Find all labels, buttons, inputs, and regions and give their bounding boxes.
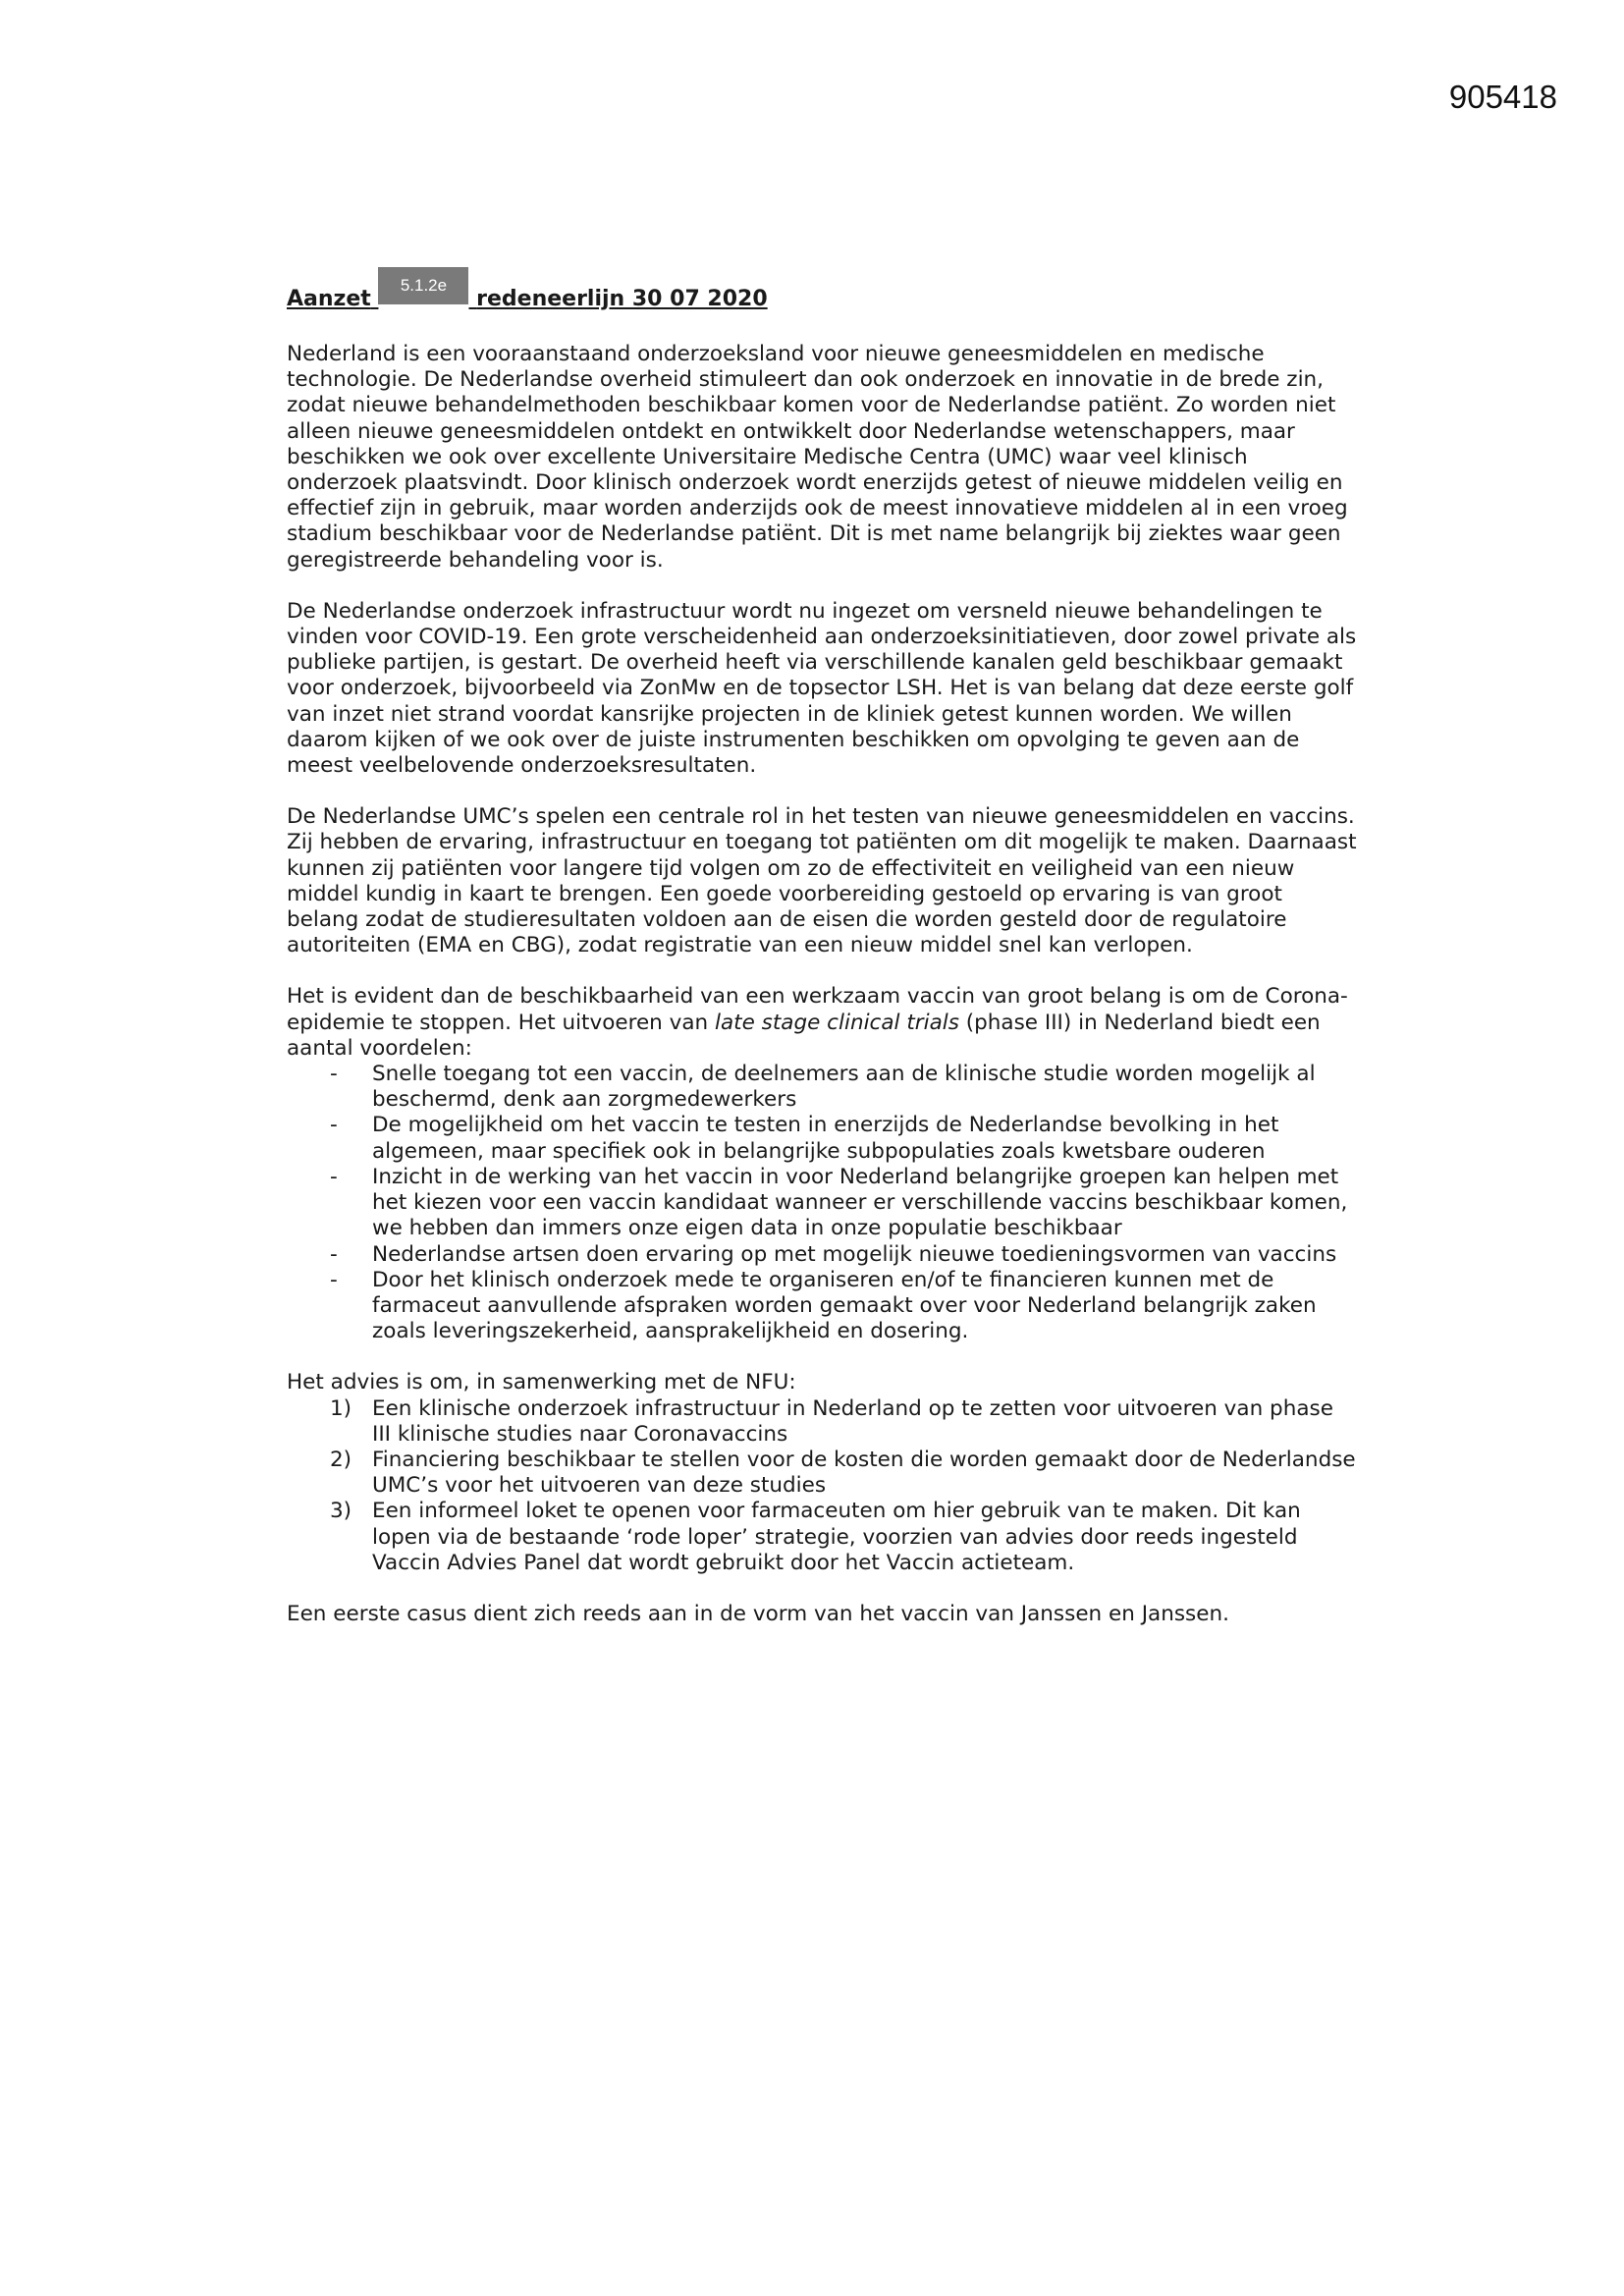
list-item bbox=[287, 1396, 1357, 1448]
advantages-list bbox=[287, 1062, 1357, 1344]
list-item bbox=[287, 1242, 1357, 1268]
vaccine-text-part1: Het is evident dan de beschikbaarheid van een werkzaam vaccin van groot belang is om de Corona-epidemie te stoppen. Het uitvoeren van bbox=[287, 984, 1348, 1035]
list-item-text: Snelle toegang tot een vaccin, de deelnemers aan de klinische studie worden mogelijk al beschermd, denk aan zorgmedewerkers bbox=[372, 1062, 1316, 1113]
number-marker: 2) bbox=[330, 1447, 352, 1472]
list-item-text: Nederlandse artsen doen ervaring op met mogelijk nieuwe toedieningsvormen van vaccins bbox=[372, 1241, 1337, 1267]
list-item bbox=[287, 1113, 1357, 1164]
list-item-text: Door het klinisch onderzoek mede te organiseren en/of te financieren kunnen met de farmaceut aanvullende afspraken worden gemaakt over voor Nederland belangrijk zaken zoals leveringszekerheid, aansprakelijkheid en dosering. bbox=[372, 1267, 1317, 1344]
document-title bbox=[287, 277, 1357, 314]
title-prefix: Aanzet bbox=[287, 287, 371, 311]
list-item bbox=[287, 1499, 1357, 1576]
dash-marker: - bbox=[330, 1062, 338, 1087]
dash-marker: - bbox=[330, 1241, 338, 1267]
list-item bbox=[287, 1268, 1357, 1345]
redaction-box: 5.1.2e bbox=[378, 267, 468, 304]
number-marker: 1) bbox=[330, 1395, 352, 1421]
list-item-text: Inzicht in de werking van het vaccin in voor Nederland belangrijke groepen kan helpen met het kiezen voor een vaccin kandidaat wanneer er verschillende vaccins beschikbaar komen, we hebben dan immers onze eigen data in onze populatie beschikbaar bbox=[372, 1164, 1348, 1241]
dash-marker: - bbox=[330, 1164, 338, 1189]
list-item-text: Een informeel loket te openen voor farmaceuten om hier gebruik van te maken. Dit kan lopen via de bestaande ‘rode loper’ strategie, voorzien van advies door reeds ingesteld Vaccin Advies Panel dat wordt gebruikt door het Vaccin actieteam. bbox=[372, 1499, 1301, 1575]
list-item-text: Een klinische onderzoek infrastructuur in Nederland op te zetten voor uitvoeren van phase III klinische studies naar Coronavaccins bbox=[372, 1395, 1333, 1447]
list-item bbox=[287, 1062, 1357, 1113]
closing-paragraph: Een eerste casus dient zich reeds aan in de vorm van het vaccin van Janssen en Janssen. bbox=[287, 1601, 1229, 1626]
list-item bbox=[287, 1448, 1357, 1499]
dash-marker: - bbox=[330, 1267, 338, 1292]
advice-list bbox=[287, 1396, 1357, 1576]
list-item-text: De mogelijkheid om het vaccin te testen in enerzijds de Nederlandse bevolking in het algemeen, maar specifiek ook in belangrijke subpopulaties zoals kwetsbare ouderen bbox=[372, 1113, 1279, 1164]
paragraph-infrastructure: De Nederlandse onderzoek infrastructuur wordt nu ingezet om versneld nieuwe behandelingen te vinden voor COVID-19. Een grote verscheidenheid aan onderzoeksinitiatieven, door zowel private als publieke partijen, is gestart. De overheid heeft via verschillende kanalen geld beschikbaar gemaakt voor onderzoek, bijvoorbeeld via ZonMw en de topsector LSH. Het is van belang dat deze eerste golf van inzet niet strand voordat kansrijke projecten in de kliniek getest kunnen worden. We willen daarom kijken of we ook over de juiste instrumenten beschikken om opvolging te geven aan de meest veelbelovende onderzoeksresultaten. bbox=[287, 598, 1357, 779]
document-number: 905418 bbox=[1448, 79, 1557, 115]
paragraph-intro: Nederland is een vooraanstaand onderzoeksland voor nieuwe geneesmiddelen en medische technologie. De Nederlandse overheid stimuleert dan ook onderzoek en innovatie in de brede zin, zodat nieuwe behandelmethoden beschikbaar komen voor de Nederlandse patiënt. Zo worden niet alleen nieuwe geneesmiddelen ontdekt en ontwikkelt door Nederlandse wetenschappers, maar beschikken we ook over excellente Universitaire Medische Centra (UMC) waar veel klinisch onderzoek plaatsvindt. Door klinisch onderzoek wordt enerzijds getest of nieuwe middelen veilig en effectief zijn in gebruik, maar worden anderzijds ook de meest innovatieve middelen al in een vroeg stadium beschikbaar voor de Nederlandse patiënt. Dit is met name belangrijk bij ziektes waar geen geregistreerde behandeling voor is. bbox=[287, 342, 1348, 573]
vaccine-text-part2: (phase III) in Nederland biedt een aantal voordelen: bbox=[287, 1010, 1321, 1061]
list-item-text: Financiering beschikbaar te stellen voor de kosten die worden gemaakt door de Nederlandse UMC’s voor het uitvoeren van deze studies bbox=[372, 1447, 1356, 1499]
document-body bbox=[287, 277, 1357, 1653]
paragraph-vaccine bbox=[287, 984, 1357, 1062]
title-suffix: redeneerlijn 30 07 2020 bbox=[476, 287, 768, 311]
number-marker: 3) bbox=[330, 1499, 352, 1524]
advice-intro: Het advies is om, in samenwerking met de NFU: bbox=[287, 1370, 796, 1395]
dash-marker: - bbox=[330, 1113, 338, 1138]
vaccine-text-italic: late stage clinical trials bbox=[715, 1010, 959, 1035]
list-item bbox=[287, 1165, 1357, 1242]
paragraph-umc: De Nederlandse UMC’s spelen een centrale rol in het testen van nieuwe geneesmiddelen en vaccins. Zij hebben de ervaring, infrastructuur en toegang tot patiënten om dit mogelijk te maken. Daarnaast kunnen zij patiënten voor langere tijd volgen om zo de effectiviteit en veiligheid van een nieuw middel kundig in kaart te brengen. Een goede voorbereiding gestoeld op ervaring is van groot belang zodat de studieresultaten voldoen aan de eisen die worden gesteld door de regulatoire autoriteiten (EMA en CBG), zodat registratie van een nieuw middel snel kan verlopen. bbox=[287, 804, 1357, 958]
